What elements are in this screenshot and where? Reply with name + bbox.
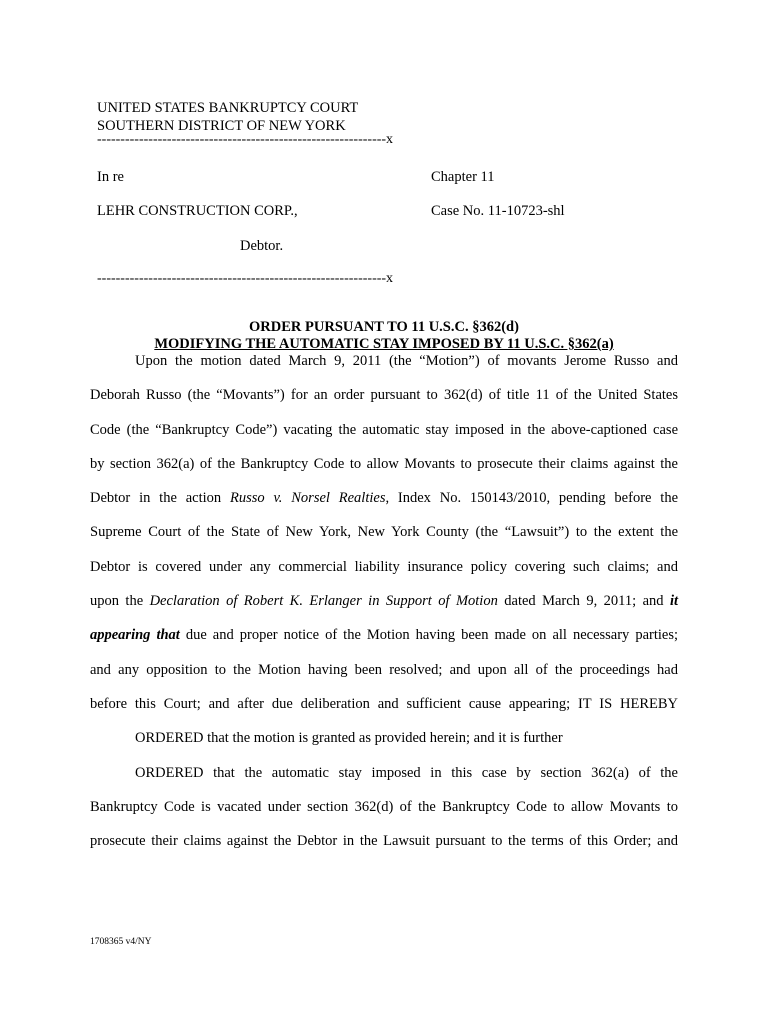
body-text-run: due and proper notice of the Motion having been made on all necessary parties; [179,627,679,644]
case-caption-italic: Russo v. Norsel Realties [229,490,386,507]
body-line: Deborah Russo (the “Movants”) for an order pursuant to 362(d) of title 11 of the United States [90,387,678,404]
emphasis-bold-italic: appearing that [90,627,180,644]
in-re-label: In re [97,169,124,185]
caption-divider-top: --------------------------------------------------------------x [97,132,394,147]
body-text-run: upon the [90,593,150,610]
body-line: ORDERED that the motion is granted as provided herein; and it is further [135,730,563,747]
case-number: Case No. 11-10723-shl [431,203,565,219]
body-line: and any opposition to the Motion having been resolved; and upon all of the proceedings had [90,661,678,678]
body-line: prosecute their claims against the Debtor in the Lawsuit pursuant to the terms of this Order; and [90,833,678,850]
order-title-line2: MODIFYING THE AUTOMATIC STAY IMPOSED BY 11 U.S.C. §362(a) [154,336,614,352]
court-name: UNITED STATES BANKRUPTCY COURT [97,100,359,116]
chapter-label: Chapter 11 [431,169,495,185]
body-line: Upon the motion dated March 9, 2011 (the “Motion”) of movants Jerome Russo and [135,353,678,369]
caption-divider-bottom: --------------------------------------------------------------x [97,271,394,286]
body-line: Debtor is covered under any commercial liability insurance policy covering such claims; and [90,558,678,575]
court-heading [97,99,358,135]
body-text-run: Debtor in the action [90,490,230,507]
body-line [90,584,678,618]
declaration-italic: Declaration of Robert K. Erlanger in Support of Motion [149,593,498,610]
court-district: SOUTHERN DISTRICT OF NEW YORK [97,118,346,134]
body-text-run: , Index No. 150143/2010, pending before the [385,490,678,507]
emphasis-bold-italic: it [669,593,678,610]
debtor-label: Debtor. [240,238,284,254]
body-text-run: dated March 9, 2011; and [497,593,670,610]
body-line [90,618,678,652]
body-line: Supreme Court of the State of New York, New York County (the “Lawsuit”) to the extent the [90,524,678,541]
order-body [90,344,678,858]
debtor-name: LEHR CONSTRUCTION CORP., [97,203,298,219]
document-id-footer: 1708365 v4/NY [90,937,152,947]
body-line: Code (the “Bankruptcy Code”) vacating the automatic stay imposed in the above-captioned case [90,421,678,438]
body-line: by section 362(a) of the Bankruptcy Code to allow Movants to prosecute their claims against the [90,455,678,472]
body-line: ORDERED that the automatic stay imposed in this case by section 362(a) of the [135,764,678,781]
body-line: Bankruptcy Code is vacated under section 362(d) of the Bankruptcy Code to allow Movants to [90,798,678,815]
order-title-line1: ORDER PURSUANT TO 11 U.S.C. §362(d) [249,319,519,335]
body-line: before this Court; and after due deliberation and sufficient cause appearing; IT IS HEREBY [90,695,678,712]
body-line [90,481,678,515]
